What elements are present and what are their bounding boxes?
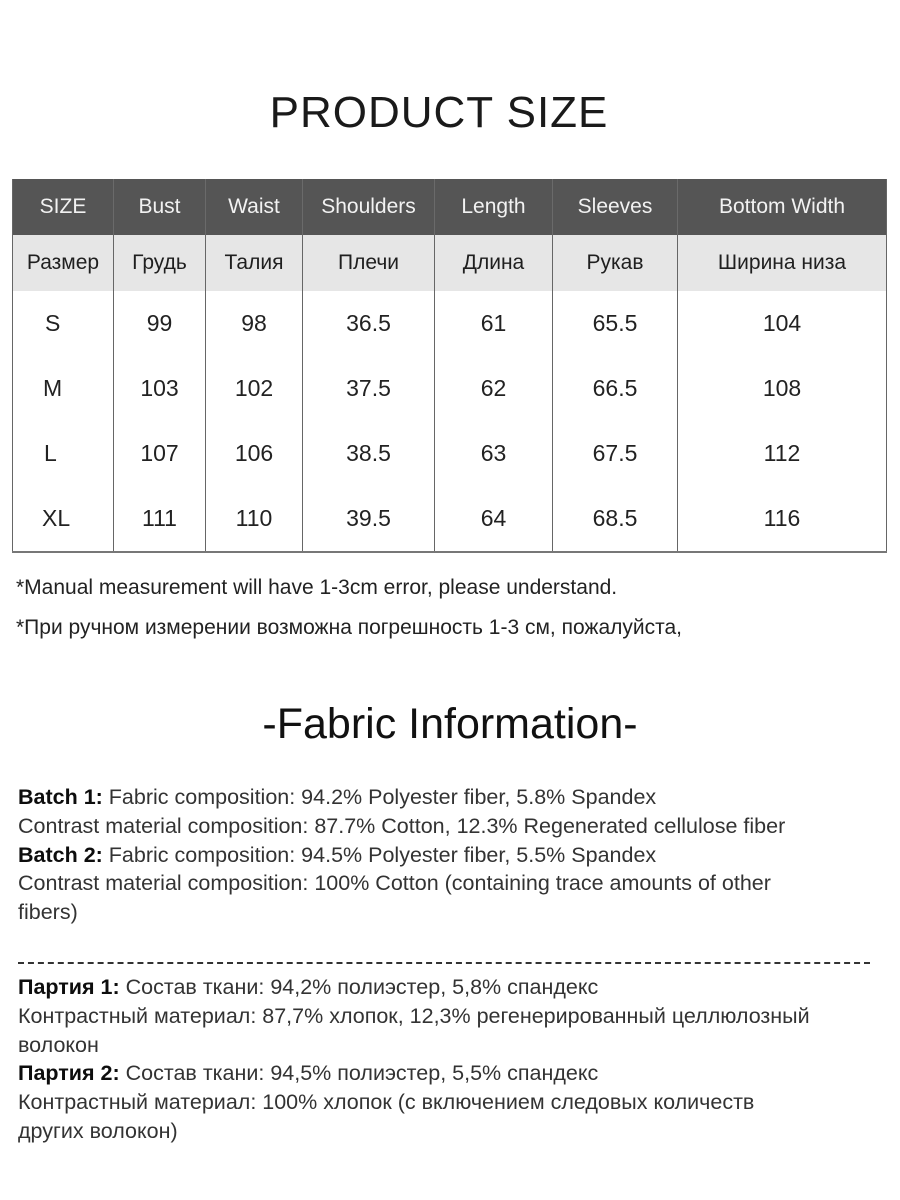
- header-length-ru: Длина: [435, 235, 553, 291]
- cell-shoulders: 39.5: [303, 486, 435, 552]
- batch1-label-ru: Партия 1:: [18, 975, 120, 999]
- batch1-fabric-line-ru: [18, 973, 878, 1002]
- cell-length: 61: [435, 291, 553, 356]
- cell-sleeves: 66.5: [553, 356, 678, 421]
- measurement-note-ru: *При ручном измерении возможна погрешность 1-3 см, пожалуйста,: [16, 616, 683, 639]
- cell-sleeves: 67.5: [553, 421, 678, 486]
- batch2-label: Batch 2:: [18, 842, 103, 867]
- measurement-note-en: *Manual measurement will have 1-3cm error, please understand.: [16, 576, 618, 599]
- batch1-contrast-ru: Контрастный материал: 87,7% хлопок, 12,3% регенерированный целлюлозный волокон: [18, 1003, 810, 1057]
- header-shoulders: Shoulders: [303, 179, 435, 235]
- header-length: Length: [435, 179, 553, 235]
- header-row-en: [13, 179, 887, 235]
- cell-sleeves: 65.5: [553, 291, 678, 356]
- header-size: SIZE: [13, 179, 114, 235]
- table-row: [13, 486, 887, 552]
- cell-length: 64: [435, 486, 553, 552]
- batch1-fabric-line: [18, 783, 878, 812]
- batch2-fabric-ru: Состав ткани: 94,5% полиэстер, 5,5% спандекс: [119, 1061, 599, 1086]
- header-bust-ru: Грудь: [114, 235, 206, 291]
- batch2-fabric: Fabric composition: 94.5% Polyester fiber, 5.5% Spandex: [102, 842, 657, 867]
- header-bottom-width: Bottom Width: [678, 179, 887, 235]
- fabric-section-title: -Fabric Information-: [262, 700, 638, 748]
- cell-length: 62: [435, 356, 553, 421]
- header-bottom-width-ru: Ширина низа: [678, 235, 887, 291]
- batch2-contrast-ru: Контрастный материал: 100% хлопок (с включением следовых количеств других волокон): [18, 1090, 755, 1143]
- page-title: PRODUCT SIZE: [269, 88, 609, 137]
- batch1-fabric: Fabric composition: 94.2% Polyester fiber, 5.8% Spandex: [102, 785, 657, 809]
- cell-bottom-width: 104: [678, 291, 887, 356]
- cell-shoulders: 38.5: [303, 421, 435, 486]
- header-shoulders-ru: Плечи: [303, 235, 435, 291]
- batch1-label: Batch 1:: [18, 785, 103, 809]
- table-row: [13, 421, 887, 486]
- batch2-label-ru: Партия 2:: [18, 1061, 120, 1086]
- cell-bottom-width: 112: [678, 421, 887, 486]
- cell-size: M: [13, 356, 114, 421]
- batch2-fabric-line: [18, 841, 878, 870]
- batch1-fabric-ru: Состав ткани: 94,2% полиэстер, 5,8% спандекс: [119, 975, 599, 999]
- table-row: [13, 291, 887, 356]
- fabric-info-en: [18, 783, 878, 927]
- fabric-info-ru: [18, 973, 878, 1146]
- section-divider: [18, 962, 870, 964]
- size-table: [12, 179, 887, 553]
- cell-size: L: [13, 421, 114, 486]
- batch1-contrast: Contrast material composition: 87.7% Cotton, 12.3% Regenerated cellulose fiber: [18, 813, 786, 838]
- cell-waist: 110: [206, 486, 303, 552]
- cell-size: XL: [13, 486, 114, 552]
- cell-waist: 98: [206, 291, 303, 356]
- cell-bust: 107: [114, 421, 206, 486]
- cell-bust: 111: [114, 486, 206, 552]
- header-row-ru: [13, 235, 887, 291]
- header-sleeves-ru: Рукав: [553, 235, 678, 291]
- batch2-contrast: Contrast material composition: 100% Cotton (containing trace amounts of other fibers): [18, 871, 771, 925]
- cell-length: 63: [435, 421, 553, 486]
- header-waist-ru: Талия: [206, 235, 303, 291]
- cell-shoulders: 37.5: [303, 356, 435, 421]
- header-bust: Bust: [114, 179, 206, 235]
- batch2-fabric-line-ru: [18, 1059, 878, 1088]
- cell-bust: 103: [114, 356, 206, 421]
- cell-bottom-width: 108: [678, 356, 887, 421]
- cell-size: S: [13, 291, 114, 356]
- header-sleeves: Sleeves: [553, 179, 678, 235]
- table-row: [13, 356, 887, 421]
- header-size-ru: Размер: [13, 235, 114, 291]
- cell-bust: 99: [114, 291, 206, 356]
- header-waist: Waist: [206, 179, 303, 235]
- cell-sleeves: 68.5: [553, 486, 678, 552]
- cell-shoulders: 36.5: [303, 291, 435, 356]
- cell-waist: 106: [206, 421, 303, 486]
- cell-bottom-width: 116: [678, 486, 887, 552]
- cell-waist: 102: [206, 356, 303, 421]
